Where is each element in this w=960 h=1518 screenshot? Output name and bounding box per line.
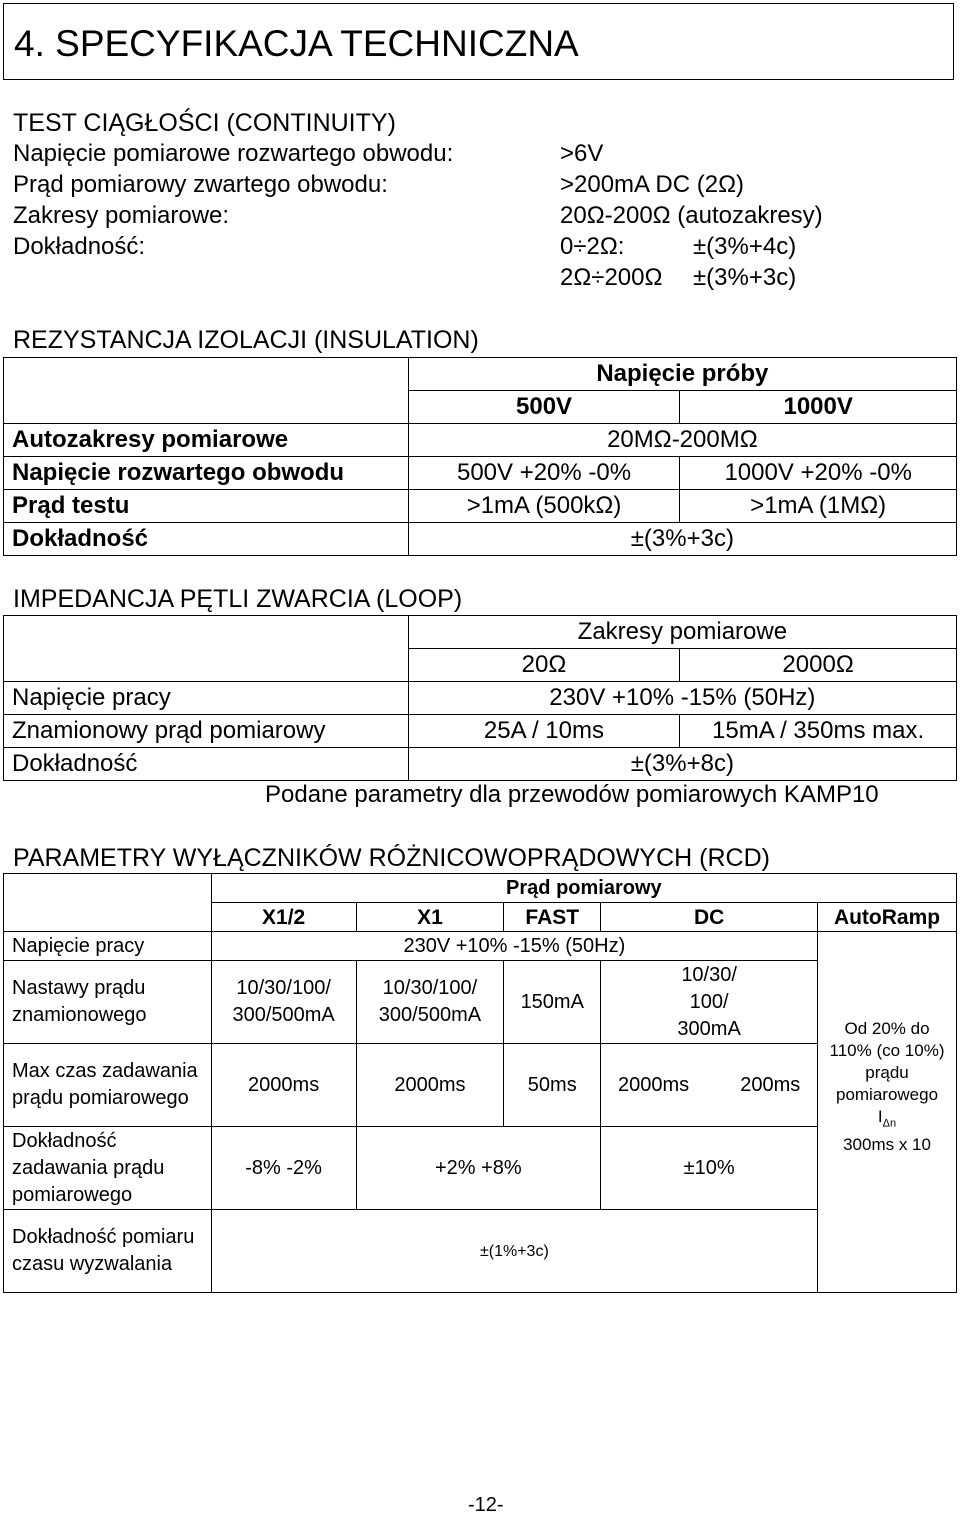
table-row bbox=[4, 616, 957, 649]
title-box bbox=[3, 3, 954, 80]
table-cell: 50ms bbox=[504, 1044, 601, 1127]
row-label: Dokładność bbox=[4, 523, 409, 556]
table-cell: 150mA bbox=[504, 961, 601, 1044]
autoramp-time: 300ms x 10 bbox=[843, 1135, 931, 1155]
table-cell: 10/30/ 100/ 300mA bbox=[601, 961, 818, 1044]
continuity-accuracy: ±(3%+4c) bbox=[693, 233, 797, 260]
table-cell: 2000ms bbox=[356, 1044, 504, 1127]
table-cell: 15mA / 350ms max. bbox=[680, 715, 957, 748]
continuity-value: 0÷2Ω: bbox=[560, 233, 625, 260]
table-cell: >1mA (500kΩ) bbox=[408, 490, 680, 523]
continuity-label: Napięcie pomiarowe rozwartego obwodu: bbox=[13, 140, 454, 167]
table-cell: 1000V +20% -0% bbox=[680, 457, 957, 490]
group-header: Napięcie próby bbox=[408, 358, 956, 391]
table-cell: ±(3%+8c) bbox=[408, 748, 956, 781]
table-row bbox=[4, 1044, 957, 1127]
table-cell-value: 200ms bbox=[740, 1073, 801, 1096]
table-row bbox=[4, 932, 957, 961]
continuity-label: Dokładność: bbox=[13, 233, 146, 260]
autoramp-cell bbox=[818, 932, 957, 1293]
page-title: 4. SPECYFIKACJA TECHNICZNA bbox=[14, 23, 579, 64]
table-row bbox=[4, 874, 957, 903]
table-cell bbox=[4, 874, 212, 932]
column-header: 500V bbox=[408, 391, 680, 424]
table-cell: 230V +10% -15% (50Hz) bbox=[211, 932, 817, 961]
row-label: Dokładność zadawania prądu pomiarowego bbox=[4, 1127, 212, 1210]
table-cell: ±(3%+3c) bbox=[408, 523, 956, 556]
row-label: Dokładność pomiaru czasu wyzwalania bbox=[4, 1210, 212, 1293]
continuity-label: Prąd pomiarowy zwartego obwodu: bbox=[13, 171, 388, 198]
column-header: 20Ω bbox=[408, 649, 679, 682]
table-cell: 25A / 10ms bbox=[408, 715, 679, 748]
row-label: Max czas zadawania prądu pomiarowego bbox=[4, 1044, 212, 1127]
table-row bbox=[4, 682, 957, 715]
table-cell bbox=[601, 1044, 818, 1127]
table-cell: ±(1%+3c) bbox=[211, 1210, 817, 1293]
page-number: -12- bbox=[468, 1494, 504, 1516]
insulation-heading: REZYSTANCJA IZOLACJI (INSULATION) bbox=[13, 326, 479, 354]
row-label: Autozakresy pomiarowe bbox=[4, 424, 409, 457]
table-row bbox=[4, 523, 957, 556]
continuity-value: >200mA DC (2Ω) bbox=[560, 171, 745, 198]
group-header: Prąd pomiarowy bbox=[211, 874, 956, 903]
table-row bbox=[4, 358, 957, 391]
table-row bbox=[4, 748, 957, 781]
column-header: 2000Ω bbox=[680, 649, 957, 682]
table-cell: >1mA (1MΩ) bbox=[680, 490, 957, 523]
row-label: Prąd testu bbox=[4, 490, 409, 523]
loop-note: Podane parametry dla przewodów pomiarowych KAMP10 bbox=[265, 781, 879, 808]
rcd-heading: PARAMETRY WYŁĄCZNIKÓW RÓŻNICOWOPRĄDOWYCH (RCD) bbox=[13, 844, 770, 872]
table-row bbox=[4, 490, 957, 523]
row-label: Napięcie rozwartego obwodu bbox=[4, 457, 409, 490]
table-cell: 10/30/100/ 300/500mA bbox=[356, 961, 504, 1044]
table-cell: 230V +10% -15% (50Hz) bbox=[408, 682, 956, 715]
table-cell: 10/30/100/ 300/500mA bbox=[211, 961, 356, 1044]
table-cell bbox=[4, 616, 409, 682]
table-cell: +2% +8% bbox=[356, 1127, 601, 1210]
table-cell: -8% -2% bbox=[211, 1127, 356, 1210]
column-header: FAST bbox=[504, 903, 601, 932]
table-cell: 500V +20% -0% bbox=[408, 457, 680, 490]
continuity-value: 20Ω-200Ω (autozakresy) bbox=[560, 202, 823, 229]
continuity-value: >6V bbox=[560, 140, 604, 167]
table-row bbox=[4, 715, 957, 748]
continuity-accuracy: ±(3%+3c) bbox=[693, 264, 797, 291]
autoramp-text: Od 20% do 110% (co 10%) prądu pomiarowego I bbox=[829, 1019, 945, 1126]
group-header: Zakresy pomiarowe bbox=[408, 616, 956, 649]
loop-table bbox=[3, 615, 957, 781]
table-row bbox=[4, 424, 957, 457]
row-label: Dokładność bbox=[4, 748, 409, 781]
table-row bbox=[4, 1210, 957, 1293]
row-label: Znamionowy prąd pomiarowy bbox=[4, 715, 409, 748]
rcd-table bbox=[3, 873, 957, 1293]
table-row bbox=[4, 961, 957, 1044]
continuity-value: 2Ω÷200Ω bbox=[560, 264, 663, 291]
table-cell: 20MΩ-200MΩ bbox=[408, 424, 956, 457]
row-label: Nastawy prądu znamionowego bbox=[4, 961, 212, 1044]
table-cell bbox=[4, 358, 409, 424]
table-cell-value: 2000ms bbox=[617, 1073, 690, 1096]
insulation-table bbox=[3, 357, 957, 556]
continuity-label: Zakresy pomiarowe: bbox=[13, 202, 230, 229]
continuity-heading: TEST CIĄGŁOŚCI (CONTINUITY) bbox=[13, 109, 396, 137]
column-header: AutoRamp bbox=[818, 903, 957, 932]
column-header: 1000V bbox=[680, 391, 957, 424]
column-header: X1/2 bbox=[211, 903, 356, 932]
table-cell: ±10% bbox=[601, 1127, 818, 1210]
table-cell: 2000ms bbox=[211, 1044, 356, 1127]
table-row bbox=[4, 1127, 957, 1210]
column-header: DC bbox=[601, 903, 818, 932]
autoramp-subscript: Δn bbox=[882, 1117, 897, 1130]
table-row bbox=[4, 457, 957, 490]
row-label: Napięcie pracy bbox=[4, 932, 212, 961]
row-label: Napięcie pracy bbox=[4, 682, 409, 715]
loop-heading: IMPEDANCJA PĘTLI ZWARCIA (LOOP) bbox=[13, 585, 463, 613]
column-header: X1 bbox=[356, 903, 504, 932]
